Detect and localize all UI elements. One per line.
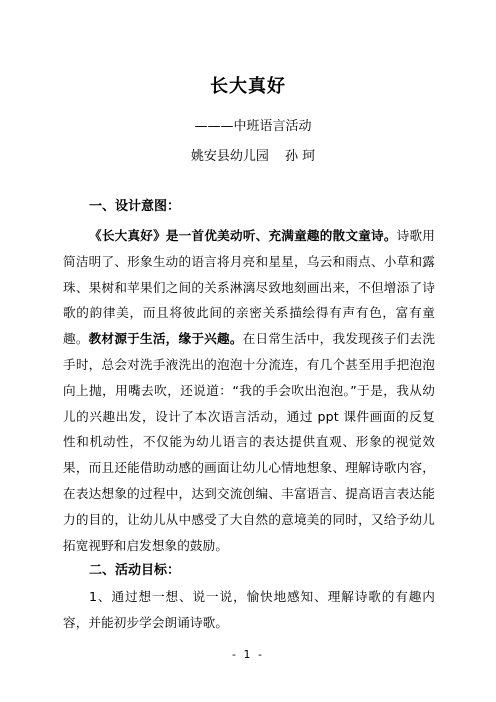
section-heading-activity-goals: 二、活动目标： <box>89 563 181 578</box>
paragraph-text: 诗歌用简洁明了、形象生动的语言将月亮和星星，乌云和雨点、小草和露珠、果树和苹果们之间的关系淋漓尽致地刻画出来，不但增添了诗歌的韵律美，而且将彼此间的亲密关系描绘得有声有色，富有童趣。 <box>63 228 435 347</box>
paragraph-bold-sentence-2: 教材源于生活，缘于兴趣。 <box>88 331 243 347</box>
section-paragraph-design-intent <box>63 223 435 558</box>
section-paragraph-activity-goals: 1、通过想一想、说一说，愉快地感知、理解诗歌的有趣内容，并能初步学会朗诵诗歌。 <box>63 589 435 630</box>
paragraph-bold-sentence: 《长大真好》是一首优美动听、充满童趣的散文童诗。 <box>89 228 397 243</box>
author-name: 孙 珂 <box>284 149 316 164</box>
paragraph-text-2: 在日常生活中，我发现孩子们去洗手时，总会对洗手液洗出的泡泡十分流连，有几个甚至用手把泡泡向上抛，用嘴去吹，还说道：“我的手会吹出泡泡。”于是，我从幼儿的兴趣出发，设计了本次语言活动，通过 ppt 课件画面的反复性和机动性，不仅能为幼儿语言的表达提供直观、形象的视觉效果，而且还能借助动感的画面让幼儿心情地想象、理解诗歌内容，在表达想象的过程中，达到交流创编、丰富语言、提高语言表达能力的目的，让幼儿从中感受了大自然的意境美的同时，又给予幼儿拓宽视野和启发想象的鼓励。 <box>63 331 436 553</box>
author-school: 姚安县幼儿园 <box>190 149 269 164</box>
section-heading-design-intent: 一、设计意图： <box>89 199 181 214</box>
document-title: 长大真好 <box>210 76 286 97</box>
author-line <box>0 148 496 166</box>
document-subtitle: ———中班语言活动 <box>194 119 312 134</box>
page-number: - 1 - <box>232 648 264 661</box>
